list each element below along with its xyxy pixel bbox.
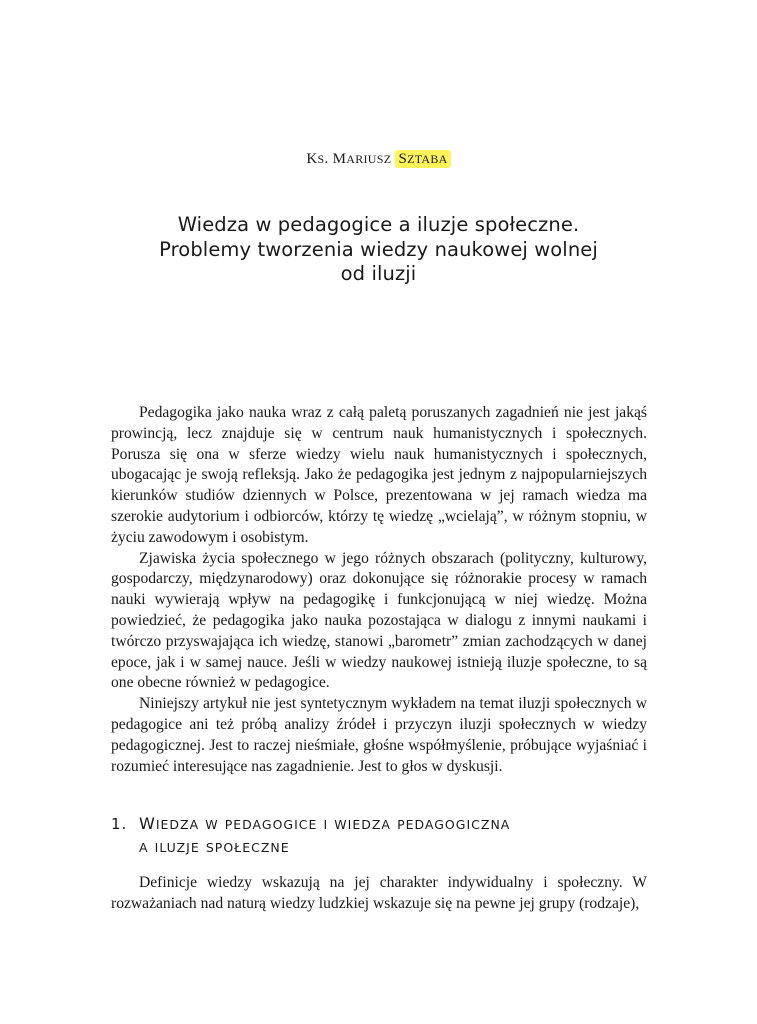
- intro-section: [111, 403, 647, 777]
- author-surname-highlight[interactable]: SZTABA: [395, 150, 450, 168]
- section-heading-line-2: A ILUZJE SPOŁECZNE: [139, 840, 290, 855]
- section-1-body: [111, 873, 647, 915]
- section-1-heading: [111, 813, 671, 859]
- title-line-3: od iluzji: [340, 262, 417, 285]
- author-line: [0, 151, 757, 168]
- title-line-2: Problemy tworzenia wiedzy naukowej wolnej: [159, 237, 598, 261]
- title-line-1: Wiedza w pedagogice a iluzje społeczne.: [177, 213, 580, 236]
- intro-paragraph-3: Niniejszy artykuł nie jest syntetycznym wykładem na temat iluzji społecznych w pedagogice ani też próbą analizy źródeł i przyczyn iluzji społecznych w wiedzy pedagogicznej. Jest to raczej nieśmiałe, głośne współmyślenie, próbujące wyjaśniać i rozumieć interesujące nas zagadnienie. Jest to głos w dyskusji.: [111, 695, 647, 775]
- section-heading-line-1: WIEDZA W PEDAGOGICE I WIEDZA PEDAGOGICZNA: [139, 814, 511, 833]
- section-number: 1.: [111, 815, 128, 833]
- intro-paragraph-1: Pedagogika jako nauka wraz z całą paletą poruszanych zagadnień nie jest jakąś prowincją, lecz znajduje się w centrum nauk humanistycznych i społecznych. Porusza się ona w sferze wiedzy wielu nauk humanistycznych i społecznych, ubogacając je swoją refleksją. Jako że pedagogika jest jednym z najpopularniejszych kierunków studiów dziennych w Polsce, prezentowana w jej ramach wiedza ma szerokie audytorium i odbiorców, którzy tę wiedzę „wcielają”, w różnym stopniu, w życiu zawodowym i osobistym.: [111, 404, 647, 546]
- author-given-name: KS. MARIUSZ: [306, 151, 392, 167]
- section-1-paragraph-1: Definicje wiedzy wskazują na jej charakter indywidualny i społeczny. W rozważaniach nad naturą wiedzy ludzkiej wskazuje się na pewne jej grupy (rodzaje),: [111, 874, 647, 912]
- article-title: [60, 213, 697, 287]
- intro-paragraph-2: Zjawiska życia społecznego w jego różnych obszarach (polityczny, kulturowy, gospodarczy, międzynarodowy) oraz dokonujące się różnorakie procesy w ramach nauki wywierają wpływ na pedagogikę i funkcjonującą w niej wiedzę. Można powiedzieć, że pedagogika jako nauka pozostająca w dialogu z innymi naukami i twórczo przyswajająca ich wiedzę, stanowi „barometr” zmian zachodzących w danej epoce, jak i w samej nauce. Jeśli w wiedzy naukowej istnieją iluzje społeczne, to są one obecne również w pedagogice.: [111, 549, 647, 692]
